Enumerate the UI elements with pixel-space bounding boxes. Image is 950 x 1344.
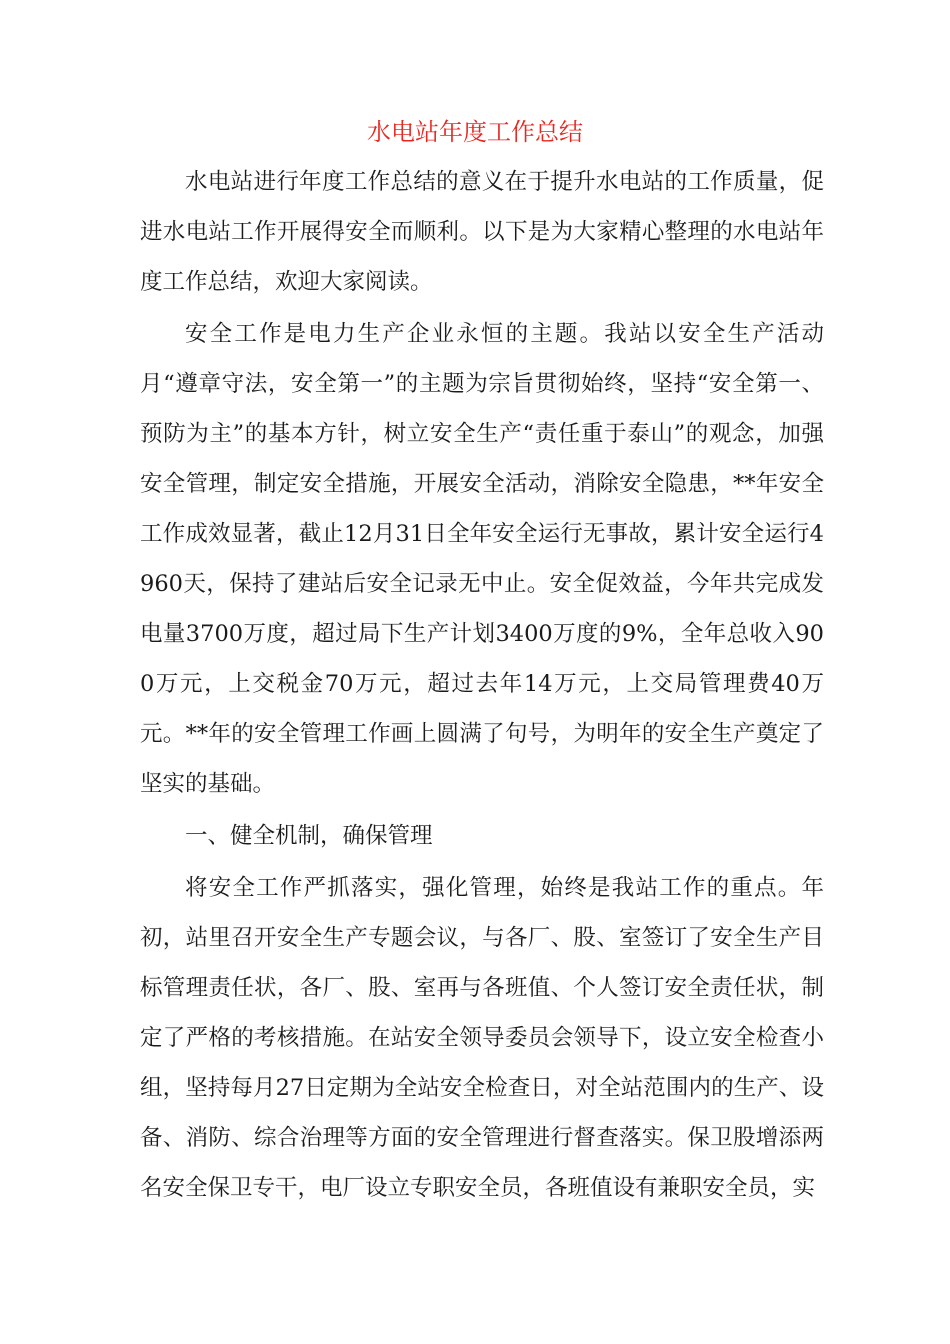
intro-paragraph: 水电站进行年度工作总结的意义在于提升水电站的工作质量，促进水电站工作开展得安全而顺利。以下是为大家精心整理的水电站年度工作总结，欢迎大家阅读。 xyxy=(140,169,824,295)
document-body xyxy=(140,157,824,1213)
document-title: 水电站年度工作总结 xyxy=(367,118,583,146)
mechanism-paragraph: 将安全工作严抓落实，强化管理，始终是我站工作的重点。年初，站里召开安全生产专题会议，与各厂、股、室签订了安全生产目标管理责任状，各厂、股、室再与各班值、个人签订安全责任状，制定了严格的考核措施。在站安全领导委员会领导下，设立安全检查小组，坚持每月27日定期为全站安全检查日，对全站范围内的生产、设备、消防、综合治理等方面的安全管理进行督查落实。保卫股增添两名安全保卫专干，电厂设立专职安全员，各班值设有兼职安全员，实 xyxy=(140,875,824,1201)
safety-summary-paragraph: 安全工作是电力生产企业永恒的主题。我站以安全生产活动月“遵章守法，安全第一”的主题为宗旨贯彻始终，坚持“安全第一、预防为主”的基本方针，树立安全生产“责任重于泰山”的观念，加强安全管理，制定安全措施，开展安全活动，消除安全隐患，**年安全工作成效显著，截止12月31日全年安全运行无事故，累计安全运行4960天，保持了建站后安全记录无中止。安全促效益，今年共完成发电量3700万度，超过局下生产计划3400万度的9%，全年总收入900万元，上交税金70万元，超过去年14万元，上交局管理费40万元。**年的安全管理工作画上圆满了句号，为明年的安全生产奠定了坚实的基础。 xyxy=(140,321,824,797)
section-heading: 一、健全机制，确保管理 xyxy=(185,823,433,849)
